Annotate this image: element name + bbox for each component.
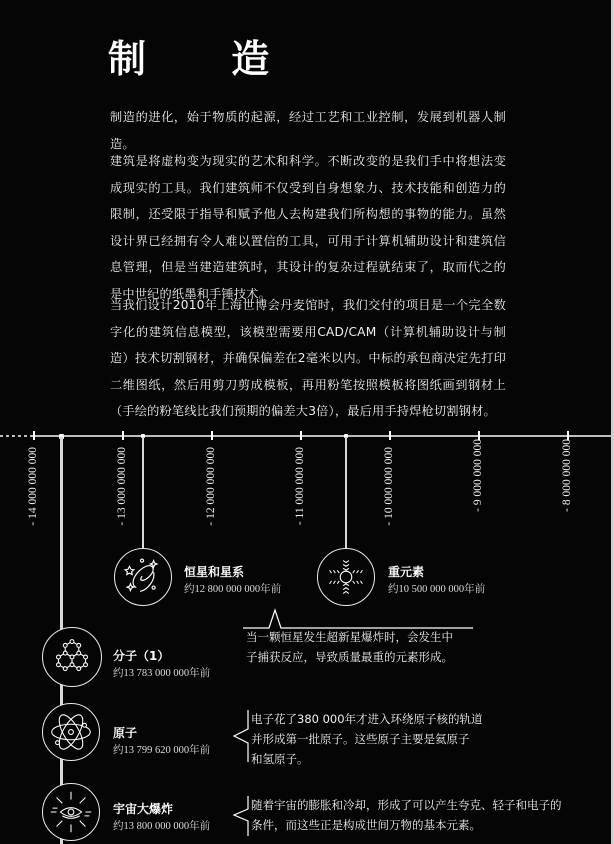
- axis-dashed-start: [0, 435, 33, 437]
- connector-line-heavy-element: [345, 437, 347, 549]
- axis-tick-label: - 10 000 000 000: [383, 447, 395, 526]
- body-paragraph-architecture: 建筑是将虚构变为现实的艺术和科学。不断改变的是我们手中将想法变成现实的工具。我们建筑师不仅受到自身想象力、技术技能和创造力的限制，还受限于指导和赋予他人去构建我们所构想的事物的能力。虽然设计界已经拥有令人难以置信的工具，可用于计算机辅助设计和建筑信息管理，但是当建造建筑时，其设计的复杂过程就结束了，取而代之的是中世纪的纸墨和手锤技术。: [110, 154, 506, 301]
- axis-tick: [389, 431, 391, 440]
- event-note: [251, 795, 562, 835]
- note-line: 当一颗恒星发生超新星爆炸时，会发生中: [246, 630, 453, 644]
- page-title: 制 造: [108, 37, 306, 81]
- note-line: 并形成第一批原子。这些原子主要是氦原子: [251, 732, 470, 746]
- axis-tick-label: - 13 000 000 000: [116, 447, 128, 526]
- event-title: 重元素: [388, 565, 425, 579]
- callout-bracket: [232, 709, 250, 763]
- event-date: 约12 800 000 000年前: [184, 584, 282, 595]
- event-title: 宇宙大爆炸: [113, 802, 174, 816]
- timeline-axis: [33, 435, 611, 437]
- atom-icon: [42, 703, 100, 761]
- event-date: 约13 783 000 000年前: [113, 668, 211, 679]
- connector-line-galaxy: [142, 437, 144, 549]
- axis-tick-label: - 9 000 000 000: [472, 439, 484, 512]
- galaxy-icon: [114, 548, 172, 606]
- event-note: [246, 627, 453, 667]
- note-line: 子捕获反应，导致质量最重的元素形成。: [246, 650, 453, 664]
- axis-tick: [122, 431, 124, 440]
- body-paragraph-expo: 当我们设计2010年上海世博会丹麦馆时，我们交付的项目是一个完全数字化的建筑信息模型，该模型需要用CAD/CAM（计算机辅助设计与制造）技术切割钢材，并确保偏差在2毫米以内。中标的承包商决定先打印二维图纸，然后用剪刀剪成模板，再用粉笔按照模板将图纸画到钢材上（手绘的粉笔线比我们预期的偏差大3倍），最后用手持焊枪切割钢材。: [110, 298, 506, 418]
- event-date: 约13 799 620 000年前: [113, 745, 211, 756]
- big-bang-icon: [42, 783, 100, 841]
- axis-tick: [211, 431, 213, 440]
- axis-tick-label: - 14 000 000 000: [27, 447, 39, 526]
- axis-tick: [33, 431, 35, 440]
- note-line: 随着宇宙的膨胀和冷却，形成了可以产生夸克、轻子和电子的: [251, 798, 562, 812]
- axis-tick: [300, 431, 302, 440]
- event-date: 约10 500 000 000年前: [388, 584, 486, 595]
- event-title: 分子（1）: [113, 649, 170, 663]
- intro-paragraph: 制造的进化，始于物质的起源，经过工艺和工业控制，发展到机器人制造。: [110, 110, 506, 151]
- note-line: 电子花了380 000年才进入环绕原子核的轨道: [251, 712, 483, 726]
- axis-tick-label: - 8 000 000 000: [561, 439, 573, 512]
- callout-bracket: [232, 795, 250, 837]
- heavy-element-icon: [317, 548, 375, 606]
- axis-tick-label: - 11 000 000 000: [294, 447, 306, 526]
- event-note: [251, 709, 483, 769]
- note-line: 和氢原子。: [251, 752, 309, 766]
- molecule-icon: [42, 627, 102, 687]
- note-line: 条件，而这些正是构成世间万物的基本元素。: [251, 818, 481, 832]
- event-date: 约13 800 000 000年前: [113, 821, 211, 832]
- event-title: 恒星和星系: [184, 565, 245, 579]
- axis-tick-label: - 12 000 000 000: [205, 447, 217, 526]
- event-title: 原子: [113, 726, 138, 740]
